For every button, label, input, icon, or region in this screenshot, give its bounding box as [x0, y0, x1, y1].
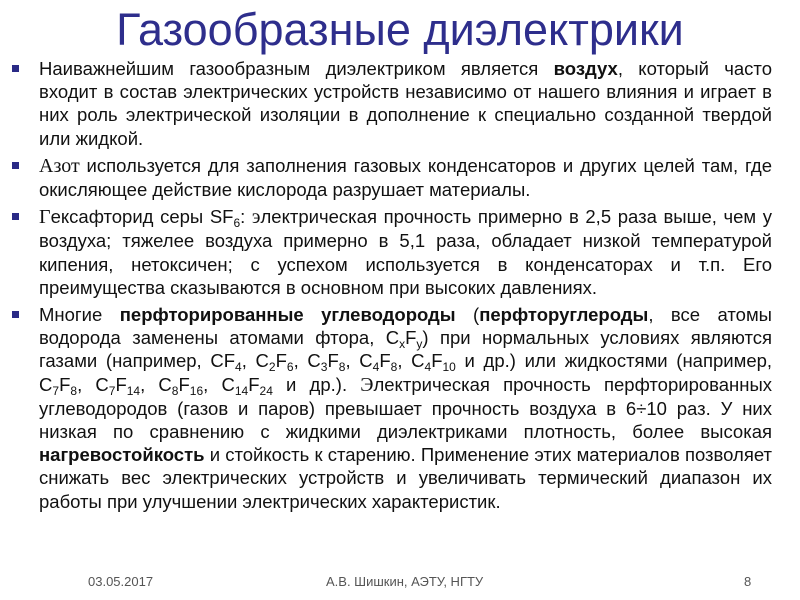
bold-term: перфторированные углеводороды — [119, 304, 456, 326]
list-item-air — [10, 57, 772, 150]
bold-term: воздух — [553, 58, 618, 79]
text-span: , C — [203, 373, 235, 395]
subscript: 14 — [234, 383, 249, 398]
text-span: F — [379, 350, 391, 372]
page-number: 8 — [744, 574, 752, 589]
subscript: 8 — [171, 383, 179, 398]
subscript: 7 — [108, 383, 116, 398]
subscript: 8 — [390, 360, 398, 375]
item-text — [39, 154, 772, 201]
text-span: F — [59, 373, 71, 395]
text-span: ( — [455, 304, 480, 326]
subscript: 8 — [70, 383, 78, 398]
subscript: 16 — [189, 383, 204, 398]
text-span: лектрическая прочность перфторированных углеводородов (газов и паров) превышает прочность воздуха в 6÷10 раз. У них низкая по сравнению с жидкими диэлектриками плотность, более высокая — [39, 373, 773, 443]
slide-title: Газообразные диэлектрики — [116, 4, 684, 55]
text-span: Многие — [39, 304, 120, 326]
subscript: 8 — [338, 360, 346, 375]
subscript: 6 — [286, 360, 294, 375]
text-span: , C — [77, 373, 109, 395]
text-span: , который часто входит в состав электрических устройств независимо от нашего влияния и играет в них роль электрической изоляции в дополнение к специально созданной твердой или жидкой. — [39, 58, 772, 149]
text-span: используется для заполнения газовых конденсаторов и других целей там, где окисляющее действие кислорода разрушает материалы. — [39, 154, 772, 201]
bullet-icon — [12, 311, 19, 318]
text-span: Азот — [39, 154, 80, 177]
item-text — [39, 303, 772, 513]
text-span: F — [275, 350, 287, 372]
footer-author: А.В. Шишкин, АЭТУ, НГТУ — [326, 574, 484, 589]
text-span: , все атомы водорода заменены атомами фтора, C — [39, 304, 772, 349]
text-span: F — [431, 350, 443, 372]
item-text — [39, 57, 772, 150]
text-span: и др.) или жидкостями (например, C — [39, 350, 773, 395]
subscript: 14 — [126, 383, 141, 398]
bold-term: нагревостойкость — [39, 444, 205, 466]
subscript: 6 — [233, 216, 241, 231]
text-span: , C — [345, 350, 373, 372]
subscript: 4 — [372, 360, 380, 375]
subscript: 10 — [442, 360, 456, 375]
text-span: и стойкость к старению. Применение этих материалов позволяет снижать вес электрических устройств и увеличивать термический диапазон их работы при улучшении электрических характеристик. — [39, 444, 772, 512]
bold-term: перфторуглероды — [479, 304, 649, 326]
text-span: лектрическая прочность примерно в 2,5 раза выше, чем у воздуха; тяжелее воздуха примерно в 5,1 раза, обладает низкой температурой кипения, нетоксичен; с успехом используется в конденсаторах и т.п. Его преимущества сказываются в основном при высоких давлениях. — [39, 206, 772, 298]
list-item-perfluorocarbons — [10, 303, 772, 513]
text-span: и др.). — [272, 373, 361, 395]
subscript: 7 — [52, 383, 60, 398]
text-span: F — [327, 350, 339, 372]
text-span: э — [251, 206, 261, 229]
text-span: Наиважнейшим газообразным диэлектриком является — [39, 58, 554, 79]
text-span: Г — [39, 206, 51, 229]
subscript: 4 — [424, 360, 432, 375]
subscript: 2 — [268, 360, 276, 375]
text-span: , C — [293, 350, 321, 372]
text-span: Э — [360, 373, 374, 396]
bullet-list — [10, 57, 772, 517]
list-item-sf6 — [10, 205, 772, 299]
subscript: 24 — [259, 383, 273, 398]
text-span: , C — [140, 373, 172, 395]
text-span: , C — [241, 350, 269, 372]
text-span: F — [405, 327, 417, 349]
text-span: : — [240, 206, 252, 228]
text-span: F — [115, 373, 127, 395]
text-span: F — [178, 373, 190, 395]
footer-date: 03.05.2017 — [88, 574, 154, 589]
bullet-icon — [12, 65, 19, 72]
bullet-icon — [12, 213, 19, 220]
bullet-icon — [12, 162, 19, 169]
subscript: 3 — [320, 360, 328, 375]
text-span: ) при нормальных условиях являются газами (например, CF — [39, 327, 772, 372]
text-span: F — [248, 373, 260, 395]
text-span: ексафторид серы SF — [50, 206, 234, 228]
text-span: , C — [397, 350, 425, 372]
item-text — [39, 205, 772, 299]
subscript: y — [416, 337, 423, 352]
subscript: x — [399, 337, 406, 352]
subscript: 4 — [235, 360, 242, 375]
list-item-nitrogen — [10, 154, 772, 201]
